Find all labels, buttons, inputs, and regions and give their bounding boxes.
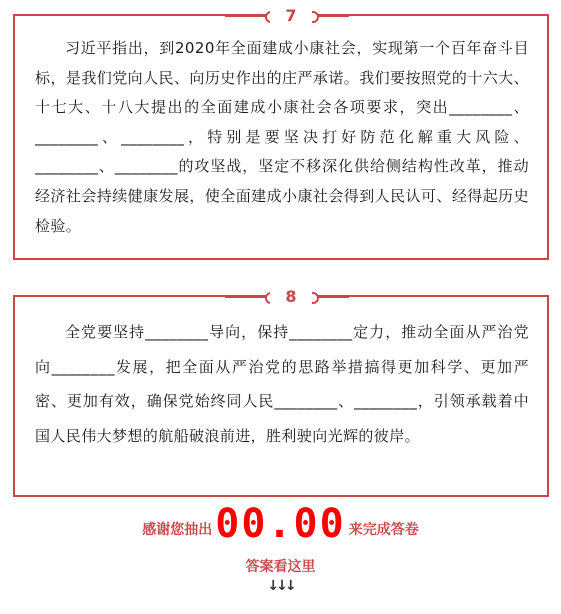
divider	[225, 15, 267, 17]
down-arrows-icon: ↓↓↓	[267, 578, 294, 594]
question-number: 7	[270, 4, 312, 28]
timer-prefix: 感谢您抽出	[142, 522, 213, 538]
timer-suffix: 来完成答卷	[348, 522, 419, 538]
question-card-8	[13, 287, 549, 497]
divider	[225, 296, 267, 298]
question-number: 8	[270, 285, 312, 309]
question-text: 全党要坚持________导向，保持________定力，推动全面从严治党向________发展，把全面从严治党的思路举措搞得更加科学、更加严密、更加有效，确保党始终同人民________、________，引领承载着中国人民伟大梦想的航船破浪前进，胜利驶向光辉的彼岸。	[35, 323, 529, 445]
question-text: 习近平指出，到2020年全面建成小康社会，实现第一个百年奋斗目标，是我们党向人民、向历史作出的庄严承诺。我们要按照党的十六大、十七大、十八大提出的全面建成小康社会各项要求，突出________、________、________，特别是要坚决打好防范化解重大风险、________、________的攻坚战，坚定不移深化供给侧结构性改革，推动经济社会持续健康发展，使全面建成小康社会得到人民认可、经得起历史检验。	[35, 39, 529, 235]
question-card-7	[13, 6, 549, 260]
question-header	[15, 287, 547, 307]
timer-display: 00.00	[215, 501, 346, 547]
answer-prompt[interactable]: 答案看这里	[245, 559, 316, 575]
timer-banner	[0, 502, 561, 546]
question-header	[15, 6, 547, 26]
